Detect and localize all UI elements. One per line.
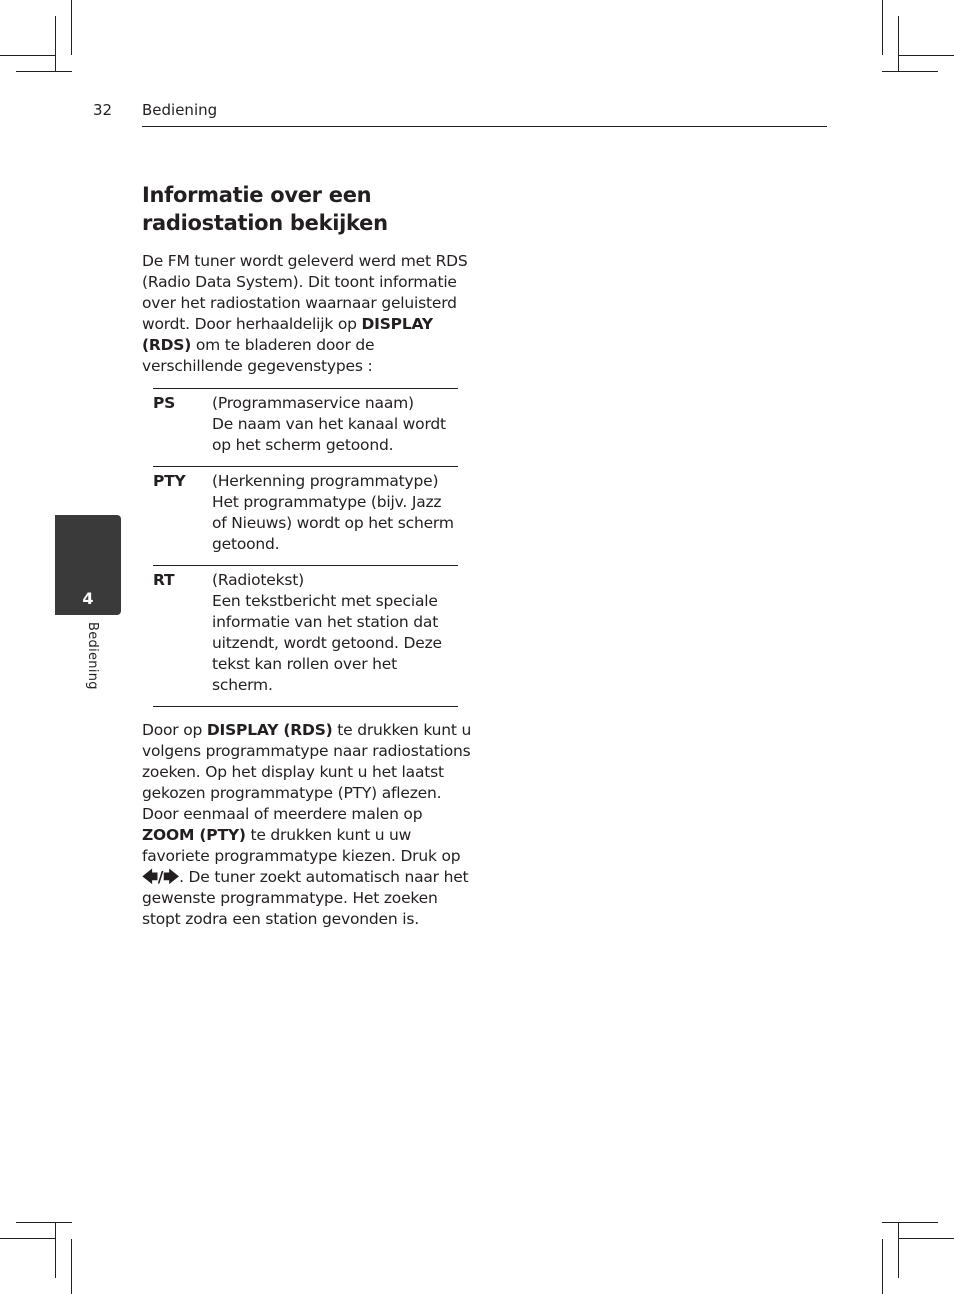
- crop-mark: [71, 0, 72, 55]
- crop-mark: [16, 71, 72, 72]
- section-title: Informatie over een radiostation bekijken: [142, 183, 388, 235]
- chapter-label: Bediening: [85, 622, 100, 690]
- rds-info-table: [153, 388, 458, 707]
- crop-mark: [55, 16, 56, 72]
- crop-mark: [882, 0, 883, 55]
- crop-mark: [0, 55, 56, 56]
- outro-paragraph: Door op DISPLAY (RDS) te drukken kunt u volgens programmatype naar radiostations zoeken. Op het display kunt u het laatst gekozen programmatype (PTY) aflezen. Door eenmaal of meerdere malen op ZOOM (PTY) te drukken kunt u uw favoriete programmatype kiezen. Druk op 🡄/🡆. De tuner zoekt automatisch naar het gewenste programmatype. Het zoeken stopt zodra een station gevonden is.: [142, 721, 472, 928]
- display-rds-button-ref: DISPLAY (RDS): [142, 315, 433, 354]
- page-number: 32: [93, 101, 113, 119]
- crop-mark: [882, 1222, 938, 1223]
- rds-description: (Herkenning programmatype) Het programmatype (bijv. Jazz of Nieuws) wordt op het scherm getoond.: [212, 472, 454, 553]
- crop-mark: [0, 1238, 56, 1239]
- crop-mark: [16, 1222, 72, 1223]
- zoom-pty-button-ref: ZOOM (PTY): [142, 826, 246, 844]
- table-row: [153, 389, 458, 467]
- table-row: [153, 566, 458, 707]
- rds-code: PS: [153, 394, 176, 412]
- crop-mark: [882, 71, 938, 72]
- rds-description: (Radiotekst) Een tekstbericht met speciale informatie van het station dat uitzendt, wordt getoond. Deze tekst kan rollen over het scherm.: [212, 571, 442, 694]
- rds-description: (Programmaservice naam) De naam van het kanaal wordt op het scherm getoond.: [212, 394, 446, 454]
- rds-code: PTY: [153, 472, 186, 490]
- header-divider: [142, 126, 827, 127]
- rds-code: RT: [153, 571, 175, 589]
- display-rds-button-ref: DISPLAY (RDS): [206, 721, 333, 739]
- crop-mark: [71, 1239, 72, 1294]
- main-content: [142, 181, 472, 930]
- intro-paragraph: De FM tuner wordt geleverd werd met RDS (Radio Data System). Dit toont informatie over het radiostation waarnaar geluisterd wordt. Door herhaaldelijk op DISPLAY (RDS) om te bladeren door de verschillende gegevenstypes :: [142, 252, 468, 375]
- crop-mark: [55, 1222, 56, 1278]
- crop-mark: [882, 1239, 883, 1294]
- crop-mark: [898, 1238, 954, 1239]
- crop-mark: [898, 1222, 899, 1278]
- crop-mark: [898, 16, 899, 72]
- table-row: [153, 467, 458, 566]
- crop-mark: [898, 55, 954, 56]
- running-header: Bediening: [142, 101, 218, 119]
- chapter-number: 4: [82, 589, 94, 608]
- chapter-tab: [55, 515, 121, 615]
- left-right-arrow-icon: 🡄/🡆: [142, 868, 180, 886]
